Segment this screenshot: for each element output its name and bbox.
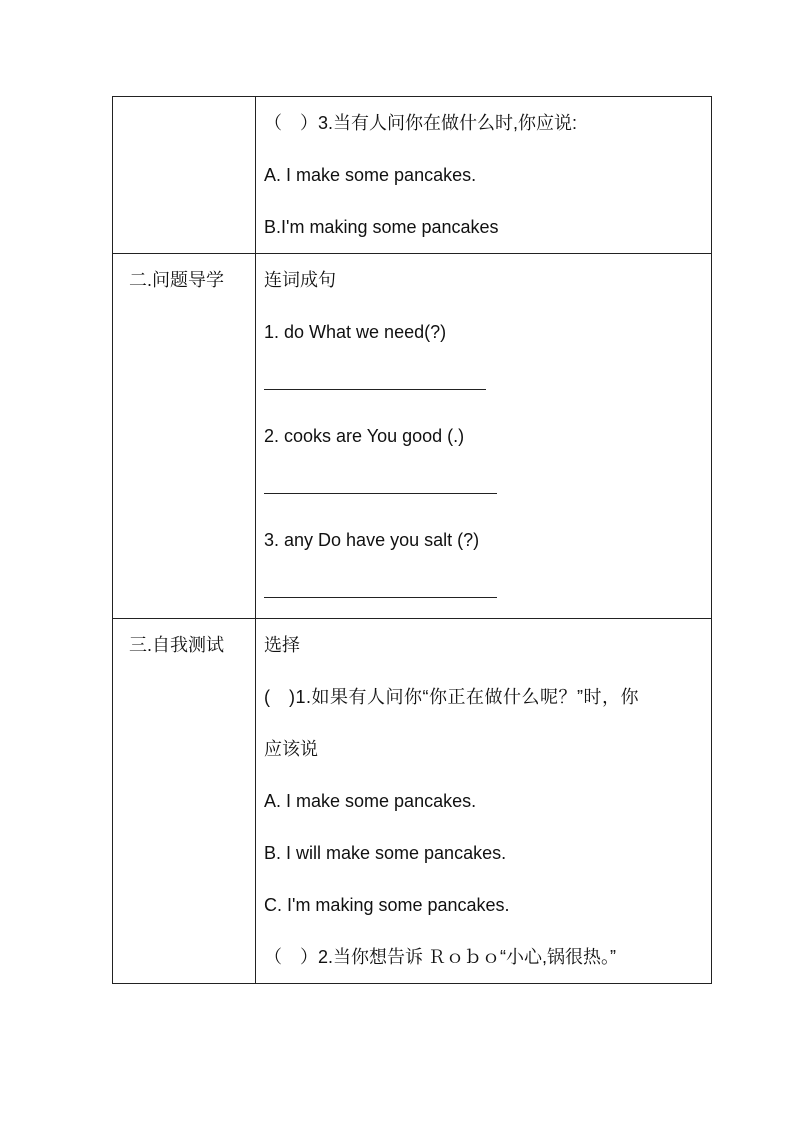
row-content-cell: [256, 619, 712, 984]
section-label-self-test: 三.自我测试: [129, 635, 225, 655]
sentence-question-2: 2. cooks are You good (.): [264, 426, 465, 446]
answer-line-1[interactable]: [256, 358, 711, 410]
row-content-cell: [256, 254, 712, 619]
sentence-question-3: 3. any Do have you salt (?): [264, 530, 480, 550]
row-label-cell: [113, 97, 256, 254]
sentence-question-1: 1. do What we need(?): [264, 322, 447, 342]
worksheet-table: [112, 96, 712, 984]
table-row: [113, 97, 712, 254]
choice-question-1: ( )1.如果有人问你“你正在做什么呢？”时，你: [264, 687, 639, 707]
option-b: B. I will make some pancakes.: [264, 843, 507, 863]
table-row: [113, 619, 712, 984]
choice-question-1-cont: 应该说: [264, 739, 318, 759]
option-b: B.I'm making some pancakes: [264, 217, 499, 237]
question-3-text: （ ）3.当有人问你在做什么时,你应说:: [264, 113, 578, 133]
section-heading: 连词成句: [264, 270, 336, 290]
section-label-guided-study: 二.问题导学: [129, 270, 225, 290]
option-a: A. I make some pancakes.: [264, 791, 477, 811]
row-label-cell: [113, 619, 256, 984]
section-heading: 选择: [264, 635, 300, 655]
answer-line-3[interactable]: [256, 566, 711, 618]
option-a: A. I make some pancakes.: [264, 165, 477, 185]
option-c: C. I'm making some pancakes.: [264, 895, 510, 915]
row-label-cell: [113, 254, 256, 619]
answer-line-2[interactable]: [256, 462, 711, 514]
row-content-cell: [256, 97, 712, 254]
choice-question-2: （ ）2.当你想告诉 Ｒｏｂｏ“小心,锅很热。”: [264, 947, 617, 967]
table-row: [113, 254, 712, 619]
